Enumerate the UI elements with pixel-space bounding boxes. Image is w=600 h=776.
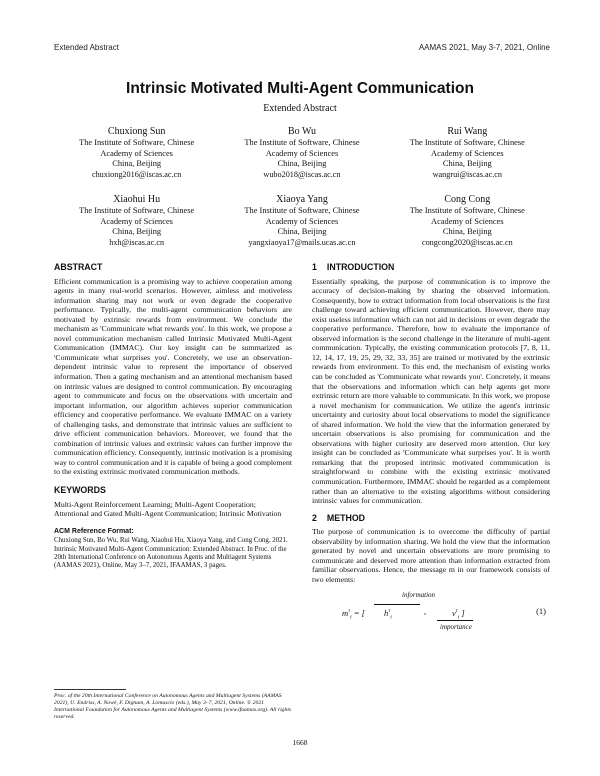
author-location: China, Beijing	[277, 159, 327, 169]
introduction-text: Essentially speaking, the purpose of communication is to improve the accuracy of decision-making by sharing the observed information. Consequently, how to extract information from local observations is the first challenge toward achieving efficient communication. However, there may exist useless information which can not aid in decisions or even degrade the cooperative performance. Therefore, how to evaluate the importance of observed information is the second challenge in the literature of multi-agent communication. Typically, the existing communication protocols [7, 8, 11, 12, 14, 17, 19, 25, 29, 32, 33, 35] are trained or motivated by the extrinsic rewards from environment. To this end, the mechanism of existing works can be concluded as 'Communicate what rewards you'. Concretely, it means that the observations and information which can help agents get more extrinsic return are more valuable to communicate. In this work, we propose a novel mechanism for communication. We utilize the agent's intrinsic uncertainty and curiosity about local observations to model the significance of shared information. We hold the view that the information generated by uncertain observations is also promising for communication and the observations with higher curiosity are deserved more attention. Our key insight can be concluded as 'Communicate what surprises you'. It is worth remarking that the proposed intrinsic motivated communication is straightforward to combine with the existing extrinsic motivated communication. Furthermore, IMMAC should be regarded as a complement rather than an alternative to the existing algorithms without considering intrinsic values for communication.	[312, 276, 550, 506]
author-affiliation: Academy of Sciences	[100, 216, 173, 226]
equation-under-label: importance	[440, 622, 472, 631]
running-header-left: Extended Abstract	[54, 43, 119, 52]
author-affiliation: Academy of Sciences	[265, 216, 339, 226]
author-affiliation: Academy of Sciences	[265, 148, 339, 158]
abstract-heading: ABSTRACT	[54, 262, 103, 272]
author-email: congcong2020@iscas.ac.cn	[421, 238, 513, 248]
abstract-text: Efficient communication is a promising way to achieve cooperation among agents in many real-world scenarios. However, aimless and motiveless information sharing may not work or even degrade the cooperative performance. Typically, the multi-agent communication behaviors are motivated by extrinsic rewards from environment. We conclude the mechanism as 'Communicate what rewards you'. In this work, we propose a novel communication mechanism called Intrinsic Motivated Multi-Agent Communication (IMMAC). Our key insight can be summarized as 'Communicate what surprises you'. Concretely, we use an observation-dependent intrinsic value to represent the importance of observed information. Then a gating mechanism and an attentional mechanism based on intrinsic values are designed to control communication. By encouraging agent to communicate and focus on the observations with uncertain and important information, our algorithm achieves superior communication efficiency and cooperative performance. We evaluate IMMAC on a variety of challenging tasks, and demonstrate that intrinsic values are sufficient to drive efficient communication behaviors. Moreover, we found that the combination of intrinsic values and extrinsic values can further improve the communication efficiency. Consequently, intrinsic motivation is a promising way to control communication and it is capable of being a good complement to the existing extrinsic motivated communication methods.	[54, 276, 292, 477]
underbrace	[437, 620, 473, 621]
intrinsic-value-symbol: v	[452, 607, 456, 618]
author-card	[385, 193, 550, 249]
author-affiliation: Academy of Sciences	[431, 148, 504, 158]
author-affiliation: The Institute of Software, Chinese	[409, 138, 525, 147]
author-affiliation: The Institute of Software, Chinese	[244, 206, 360, 215]
equation-number: (1)	[536, 605, 546, 616]
author-name: Chuxiong Sun	[107, 126, 166, 137]
author-name: Xiaohui Hu	[113, 194, 161, 205]
paper-title: Intrinsic Motivated Multi-Agent Communication	[126, 80, 474, 97]
author-affiliation: Academy of Sciences	[431, 216, 504, 226]
hidden-state-symbol: h	[384, 607, 389, 618]
author-block-row-2	[54, 193, 550, 249]
page-number: 1668	[292, 738, 308, 747]
equation-lhs: $m^\tau_i$ = [	[342, 607, 365, 621]
author-email: chuxiong2016@iscas.ac.cn	[91, 170, 182, 180]
author-name: Bo Wu	[287, 126, 316, 137]
author-block-row-1	[54, 125, 550, 181]
author-card	[54, 125, 219, 181]
section-heading-method	[312, 514, 550, 524]
equation-v-term: $v^\tau_i$ ]	[452, 607, 465, 621]
acm-reference-text: Chuxiong Sun, Bo Wu, Rui Wang, Xiaohui Hu, Xiaoya Yang, and Cong Cong. 2021. Intrinsic Motivated Multi-Agent Communication: Extended Abstract. In Proc. of the 20th International Conference on Autonomous Agents and Multiagent Systems (AAMAS 2021), Online, May 3–7, 2021, IFAAMAS, 3 pages.	[54, 537, 288, 570]
author-affiliation: The Institute of Software, Chinese	[244, 138, 360, 147]
author-email: wubo2018@iscas.ac.cn	[263, 170, 341, 180]
author-email: hxh@iscas.ac.cn	[109, 238, 165, 248]
overbrace	[374, 604, 420, 605]
author-card	[219, 125, 384, 181]
author-card	[385, 125, 550, 181]
keywords-heading: KEYWORDS	[54, 485, 106, 496]
author-location: China, Beijing	[277, 227, 327, 237]
author-email: yangxiaoya17@mails.ucas.ac.cn	[248, 238, 356, 248]
footnote-rule	[54, 689, 126, 690]
author-email: wangrui@iscas.ac.cn	[432, 170, 502, 180]
author-affiliation: The Institute of Software, Chinese	[409, 206, 525, 215]
author-card	[54, 193, 219, 249]
author-location: China, Beijing	[112, 227, 162, 237]
section-heading-introduction	[312, 263, 550, 273]
keywords-text: Multi-Agent Reinforcement Learning; Multi-Agent Cooperation; Attentional and Gated Multi-Agent Communication; Intrinsic Motivation	[54, 499, 282, 519]
section-number: 2	[312, 512, 317, 523]
footnote-text: Proc. of the 20th International Conference on Autonomous Agents and Multiagent Systems (AAMAS 2021), U. Endriss, A. Nowé, F. Dignum, A. Lomuscio (eds.), May 3–7, 2021, Online. © 2021 International Foundation for Autonomous Agents and Multiagent Systems (www.ifaamas.org). All rights reserved.	[54, 693, 292, 720]
section-number: 1	[312, 262, 317, 272]
author-name: Rui Wang	[447, 126, 488, 137]
author-name: Xiaoya Yang	[276, 194, 328, 205]
right-column	[312, 263, 550, 637]
author-name: Cong Cong	[444, 194, 491, 205]
author-affiliation: Academy of Sciences	[100, 148, 173, 158]
author-affiliation: The Institute of Software, Chinese	[79, 206, 195, 215]
equation-comma: ,	[424, 605, 427, 616]
author-card	[219, 193, 384, 249]
section-title: INTRODUCTION	[326, 262, 395, 272]
author-location: China, Beijing	[112, 159, 162, 169]
author-location: China, Beijing	[442, 159, 492, 169]
author-affiliation: The Institute of Software, Chinese	[79, 138, 195, 147]
running-header-right: AAMAS 2021, May 3-7, 2021, Online	[418, 43, 550, 52]
section-title: METHOD	[326, 512, 366, 523]
equation-h-term: $h^\tau_i$	[384, 607, 392, 621]
left-column	[54, 263, 292, 571]
paper-subtitle: Extended Abstract	[263, 103, 337, 114]
equation-over-label: information	[402, 590, 436, 599]
author-location: China, Beijing	[442, 227, 492, 237]
message-symbol: m	[342, 607, 349, 618]
equation-1	[312, 589, 550, 637]
method-text: The purpose of communication is to overcome the difficulty of partial observability by information sharing. We hold the view that the information generated by novel and uncertain observations are more promising to communicate and deserved more attention than information extracted from familiar observations. Hence, the message m in our framework consists of two elements:	[312, 527, 550, 584]
acm-reference-heading: ACM Reference Format:	[54, 527, 134, 535]
